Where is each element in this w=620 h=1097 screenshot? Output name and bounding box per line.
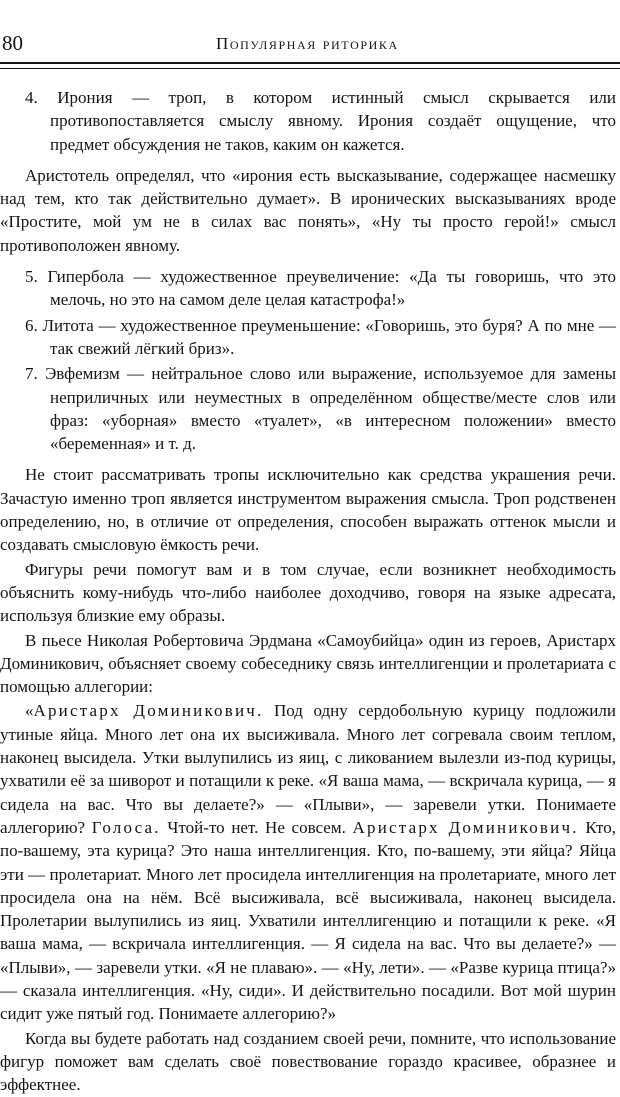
speaker-name: Голоса. xyxy=(91,817,161,837)
list-item-number: 5. xyxy=(25,267,38,287)
running-title: Популярная риторика xyxy=(216,34,399,53)
header-rule-thin xyxy=(0,68,620,69)
list-item-number: 6. xyxy=(25,315,38,335)
list-item-number: 4. xyxy=(25,88,38,107)
list-item-euphemism xyxy=(0,362,616,455)
quote-text: Кто, по-вашему, эта курица? Это наша интеллигенция. Кто, по-вашему, эти яйца? Яйца эти — пролетариат. Много лет просидела интеллигенция на пролетариате, много лет просидела она на нём. Всё высиживала, всё высиживала, наконец высидела. Пролетарии вылупились из яиц. Ухватили интеллигенцию и потащили к реке. «Я ваша мама, — вскричала интеллигенция. — Я сидела на вас. Что вы делаете?» — «Плыви», — заревели утки. «Я не плаваю». — «Ну, лети». — «Разве курица птица?» — сказала интеллигенция. «Ну, сиди». И действительно посадили. Вот мой шурин сидит уже пятый год. Понимаете аллегорию?» xyxy=(0,817,616,1024)
header-rule-thick xyxy=(0,62,620,64)
paragraph-figures: Фигуры речи помогут вам и в том случае, если возникнет необходимость объяснить кому-нибудь что-либо наиболее доходчиво, говоря на языке адресата, используя близкие ему образы. xyxy=(0,559,616,626)
speaker-name: Аристарх Доминикович. xyxy=(33,701,264,721)
list-item-text: Литота — художественное преуменьшение: «Говоришь, это буря? А по мне — так свежий лёгкий бриз». xyxy=(42,315,616,358)
quote-text: Под одну сердобольную курицу подложили утиные яйца. Много лет она их высиживала. Много лет согревала своим теплом, наконец высидела. Утки вылупились из яиц, с ликованием вылезли из-под курицы, ухватили её за шиворот и потащили к реке. «Я ваша мама, — вскричала курица, — я сидела на вас. Что вы делаете?» — «Плыви», — заревели утки. Понимаете аллегорию? xyxy=(0,701,616,837)
list-item-hyperbole xyxy=(0,265,616,312)
paragraph-tropes: Не стоит рассматривать тропы исключительно как средства украшения речи. Зачастую именно троп является инструментом выражения смысла. Троп родственен определению, но, в отличие от определения, способен выражать оттенок мысли и создавать смысловую ёмкость речи. xyxy=(0,465,616,555)
list-item-irony xyxy=(0,86,616,156)
list-item-litotes xyxy=(0,314,616,361)
allegory-quote xyxy=(0,699,616,1025)
quote-text: Чтой-то нет. Не совсем. xyxy=(160,817,353,837)
list-item-text: Гипербола — художественное преувеличение: «Да ты говоришь, что это мелочь, но это на самом деле целая катастрофа!» xyxy=(47,267,616,310)
list-item-text: Эвфемизм — нейтральное слово или выражение, используемое для замены неприличных или неуместных в определённом обществе/месте слов или фраз: «уборная» вместо «туалет», «в интересном положении» вместо «беременная» и т. д. xyxy=(45,364,617,454)
page-body xyxy=(0,86,616,1097)
quote-open-mark: « xyxy=(25,701,34,721)
page-number: 80 xyxy=(2,31,23,55)
list-item-text: Ирония — троп, в котором истинный смысл скрывается или противопоставляется смыслу явному. Ирония создаёт ощущение, что предмет обсуждения не таков, каким он кажется. xyxy=(50,88,616,154)
paragraph-final: Когда вы будете работать над созданием своей речи, помните, что использование фигур поможет вам сделать своё повествование гораздо красивее, образнее и эффектнее. xyxy=(0,1028,616,1095)
paragraph-aristotle: Аристотель определял, что «ирония есть высказывание, содержащее насмешку над тем, кто так действительно думает». В иронических высказываниях вроде «Простите, мой ум не в силах вас понять», «Ну ты просто герой!» смысл противоположен явному. xyxy=(0,165,616,255)
page-header xyxy=(0,30,620,60)
list-item-number: 7. xyxy=(25,364,38,384)
paragraph-play: В пьесе Николая Робертовича Эрдмана «Самоубийца» один из героев, Аристарх Доминикович, объясняет своему собеседнику связь интеллигенции и пролетариата с помощью аллегории: xyxy=(0,630,616,697)
speaker-name: Аристарх Доминикович. xyxy=(352,817,579,837)
